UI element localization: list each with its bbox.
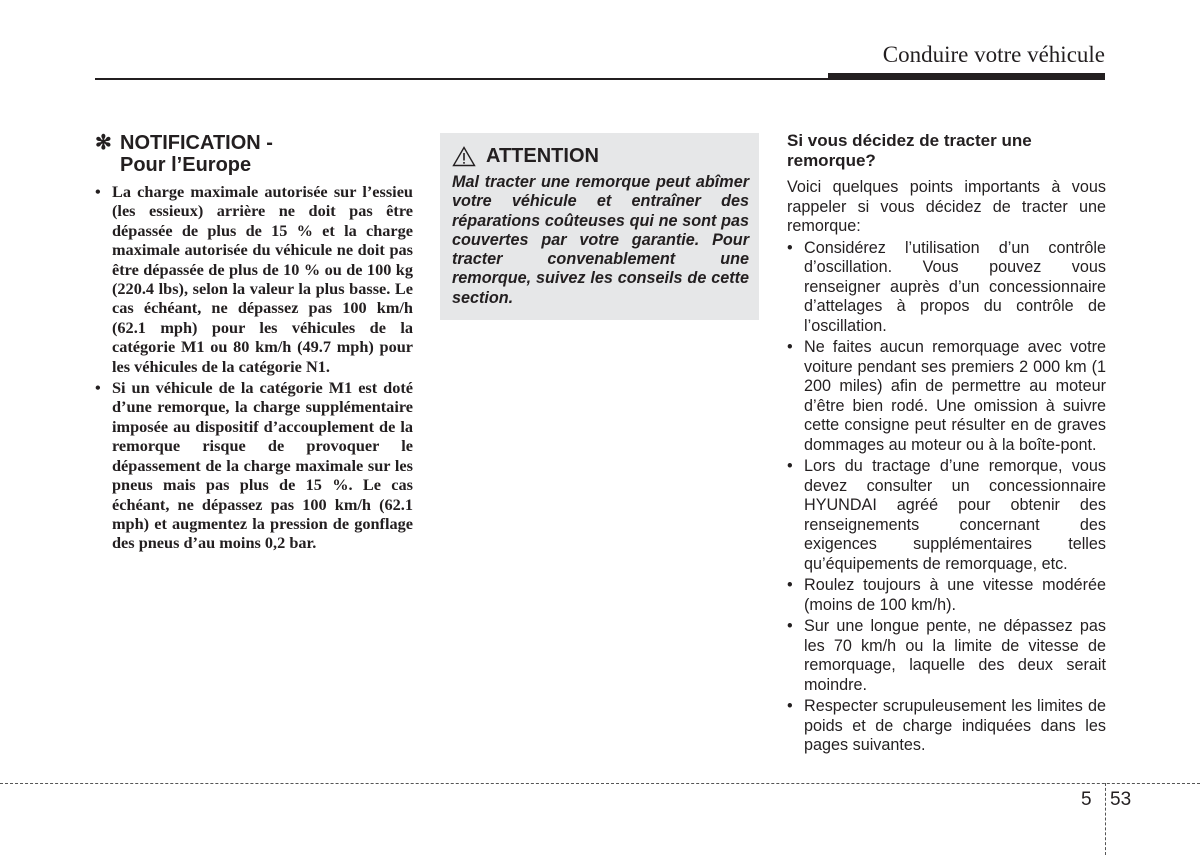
notification-section [95,132,413,555]
attention-text: Mal tracter une remorque peut abîmer votre véhicule et entraîner des réparations coûteuses qui ne sont pas couvertes par votre garantie. Pour tracter convenablement une remorque, suivez les conseils de cette section. [452,173,749,307]
towing-intro: Voici quelques points importants à vous rappeler si vous décidez de tracter une remorque: [787,178,1106,235]
attention-header [452,143,749,169]
towing-heading: Si vous décidez de tracter une remorque? [787,131,1032,170]
page-number: 53 [1110,789,1132,810]
towing-item: • Respecter scrupuleusement les limites de poids et de charge indiquées dans les pages suivantes. [787,697,1106,756]
asterisk-icon: ✻ [95,132,112,154]
notification-title-line2: Pour l’Europe [120,154,252,176]
towing-section [787,131,1106,758]
towing-item: • Ne faites aucun remorquage avec votre voiture pendant ses premiers 2 000 km (1 200 miles) afin de permettre au moteur d’être bien rodé. Une omission à suivre cette consigne peut résulter en de graves dommages au moteur ou à la boîte-pont. [787,338,1106,455]
header-rule-accent [828,73,1105,80]
page-number-divider [1105,783,1106,855]
warning-triangle-icon [452,146,476,167]
towing-list [787,239,1106,756]
chapter-number: 5 [1081,789,1092,810]
notification-title [95,132,413,176]
footer-divider [0,783,1200,784]
towing-item: • Considérez l’utilisation d’un contrôle d’oscillation. Vous pouvez vous renseigner auprès d’un concessionnaire d’attelages à propos du contrôle de l’oscillation. [787,239,1106,337]
notification-list [95,182,413,553]
towing-item: • Roulez toujours à une vitesse modérée (moins de 100 km/h). [787,576,1106,615]
attention-box [440,133,759,320]
notification-title-line1: NOTIFICATION - [120,132,273,154]
notification-item: • Si un véhicule de la catégorie M1 est doté d’une remorque, la charge supplémentaire imposée au dispositif d’accouplement de la remorque risque de provoquer le dépassement de la charge maximale sur les pneus mais pas plus de 15 %. Le cas échéant, ne dépassez pas 100 km/h (62.1 mph) et augmentez la pression de gonflage des pneus d’au moins 0,2 bar. [95,378,413,553]
attention-title: ATTENTION [486,144,599,167]
notification-item: • La charge maximale autorisée sur l’essieu (les essieux) arrière ne doit pas être dépassée de plus de 15 % et la charge maximale autorisée du véhicule ne doit pas être dépassée de plus de 10 % ou de 100 kg (220.4 lbs), selon la valeur la plus basse. Le cas échéant, ne dépassez pas 100 km/h (62.1 mph) pour les véhicules de la catégorie M1 ou 80 km/h (49.7 mph) pour les véhicules de la catégorie N1. [95,182,413,376]
towing-item: • Sur une longue pente, ne dépassez pas les 70 km/h ou la limite de vitesse de remorquage, laquelle des deux serait moindre. [787,617,1106,695]
page-header-title: Conduire votre véhicule [882,42,1105,67]
towing-item: • Lors du tractage d’une remorque, vous devez consulter un concessionnaire HYUNDAI agréé pour obtenir des renseignements concernant des exigences supplémentaires telles qu’équipements de remorquage, etc. [787,457,1106,574]
